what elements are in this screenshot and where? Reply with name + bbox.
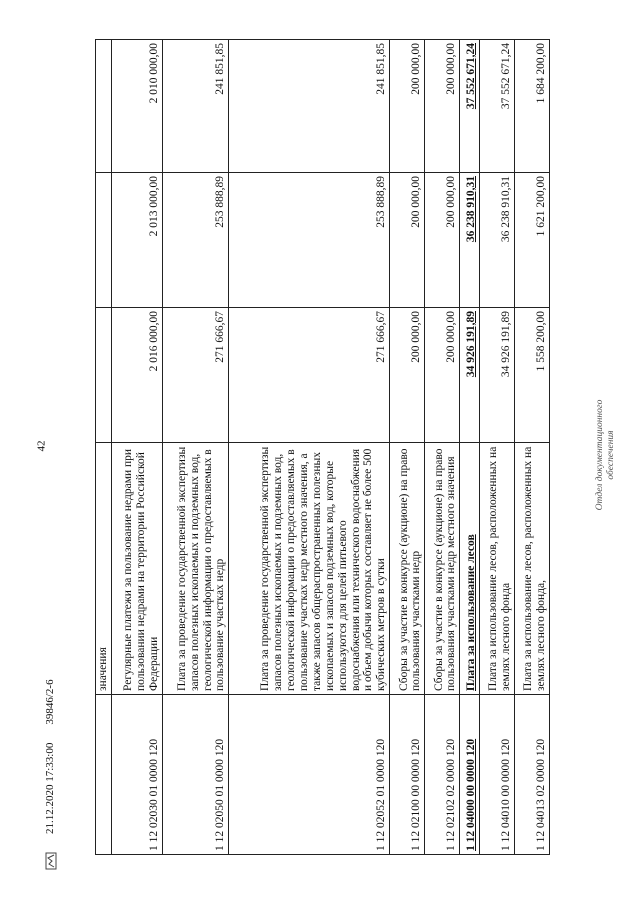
row-value-2020-cell: 34 926 191,89 bbox=[460, 308, 479, 443]
row-value-2021-cell: 36 238 910,31 bbox=[460, 173, 479, 308]
row-value-2021-cell: 1 621 200,00 bbox=[514, 173, 549, 308]
footer-doc-id: 39846/2-6 bbox=[44, 679, 56, 725]
row-code-cell: 1 12 02100 00 0000 120 bbox=[390, 695, 425, 855]
row-code-cell: 1 12 02102 02 0000 120 bbox=[425, 695, 460, 855]
row-value-2020-cell: 200 000,00 bbox=[425, 308, 460, 443]
header-code-cell bbox=[96, 695, 112, 855]
row-name-cell: Плата за проведение государственной экспертизы запасов полезных ископаемых и подземных вод, геологической информации о предоставляемых в пользование участках недр bbox=[162, 443, 229, 695]
row-name-cell: Плата за использование лесов, расположенных на землях лесного фонда bbox=[479, 443, 514, 695]
budget-table-container bbox=[95, 40, 550, 855]
row-name-cell: Регулярные платежи за пользование недрами при пользовании недрами на территории Российской Федерации bbox=[111, 443, 162, 695]
row-name-cell: Плата за проведение государственной экспертизы запасов полезных ископаемых и подземных вод, геологической информации о предоставляемых в пользование участках недр местного значения, а также запасов общераспространенных полезных ископаемых и запасов подземных вод, которые используются для целей питьевого водоснабжения или технического водоснабжения и объем добычи которых составляет не более 500 кубических метров в сутки bbox=[229, 443, 390, 695]
row-code-cell: 1 12 04000 00 0000 120 bbox=[460, 695, 479, 855]
row-name-cell: Сборы за участие в конкурсе (аукционе) на право пользования участками недр местного значения bbox=[425, 443, 460, 695]
row-value-2020-cell: 271 666,67 bbox=[229, 308, 390, 443]
stamp-line-1: Отдел документационного bbox=[595, 399, 605, 511]
row-value-2022-cell: 200 000,00 bbox=[390, 40, 425, 173]
row-code-cell: 1 12 02050 01 0000 120 bbox=[162, 695, 229, 855]
table-row bbox=[111, 40, 162, 855]
row-value-2021-cell: 200 000,00 bbox=[390, 173, 425, 308]
header-v1-cell bbox=[96, 308, 112, 443]
budget-table bbox=[95, 39, 550, 855]
table-row bbox=[162, 40, 229, 855]
header-v3-cell bbox=[96, 40, 112, 173]
row-value-2022-cell: 37 552 671,24 bbox=[460, 40, 479, 173]
table-row bbox=[479, 40, 514, 855]
header-v2-cell bbox=[96, 173, 112, 308]
table-header-row bbox=[96, 40, 112, 855]
row-value-2022-cell: 37 552 671,24 bbox=[479, 40, 514, 173]
row-name-cell: Плата за использование лесов, расположенных на землях лесного фонда, bbox=[514, 443, 549, 695]
table-row bbox=[460, 40, 479, 855]
stamp-line-2: обеспечения bbox=[606, 430, 617, 480]
table-row bbox=[229, 40, 390, 855]
document-footer bbox=[40, 350, 60, 870]
row-code-cell: 1 12 04013 02 0000 120 bbox=[514, 695, 549, 855]
row-value-2022-cell: 2 010 000,00 bbox=[111, 40, 162, 173]
header-name-cell: значения bbox=[96, 443, 112, 695]
table-row bbox=[425, 40, 460, 855]
row-value-2020-cell: 271 666,67 bbox=[162, 308, 229, 443]
row-code-cell: 1 12 02030 01 0000 120 bbox=[111, 695, 162, 855]
row-code-cell: 1 12 02052 01 0000 120 bbox=[229, 695, 390, 855]
row-value-2021-cell: 200 000,00 bbox=[425, 173, 460, 308]
row-value-2021-cell: 253 888,89 bbox=[162, 173, 229, 308]
row-name-cell: Сборы за участие в конкурсе (аукционе) на право пользования участками недр bbox=[390, 443, 425, 695]
row-value-2022-cell: 1 684 200,00 bbox=[514, 40, 549, 173]
row-value-2021-cell: 2 013 000,00 bbox=[111, 173, 162, 308]
registry-stamp-icon bbox=[43, 852, 57, 870]
row-value-2020-cell: 34 926 191,89 bbox=[479, 308, 514, 443]
row-code-cell: 1 12 04010 00 0000 120 bbox=[479, 695, 514, 855]
row-value-2021-cell: 36 238 910,31 bbox=[479, 173, 514, 308]
table-row bbox=[514, 40, 549, 855]
department-stamp bbox=[595, 355, 635, 555]
row-value-2021-cell: 253 888,89 bbox=[229, 173, 390, 308]
row-name-cell: Плата за использование лесов bbox=[460, 443, 479, 695]
row-value-2022-cell: 200 000,00 bbox=[425, 40, 460, 173]
row-value-2022-cell: 241 851,85 bbox=[162, 40, 229, 173]
row-value-2022-cell: 241 851,85 bbox=[229, 40, 390, 173]
row-value-2020-cell: 200 000,00 bbox=[390, 308, 425, 443]
footer-datetime: 21.12.2020 17:33:00 bbox=[44, 742, 56, 834]
row-value-2020-cell: 2 016 000,00 bbox=[111, 308, 162, 443]
page-number: 42 bbox=[35, 440, 48, 452]
row-value-2020-cell: 1 558 200,00 bbox=[514, 308, 549, 443]
table-row bbox=[390, 40, 425, 855]
